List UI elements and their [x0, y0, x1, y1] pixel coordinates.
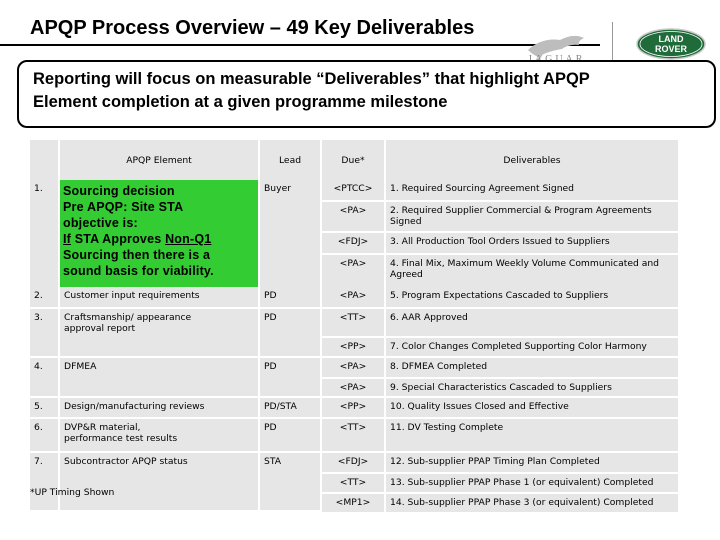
- element-1-number: 1.: [30, 180, 58, 287]
- due-4: <PA>: [322, 255, 384, 287]
- due-5: <PA>: [322, 287, 384, 307]
- element-1-line-4: [63, 231, 255, 247]
- element-7-lead: STA: [260, 453, 320, 510]
- deliverable-1: 1. Required Sourcing Agreement Signed: [386, 180, 678, 200]
- due-10: <PP>: [322, 398, 384, 417]
- deliverable-11: 11. DV Testing Complete: [386, 419, 678, 451]
- element-7-description: Subcontractor APQP status: [60, 453, 258, 510]
- due-3: <FDJ>: [322, 233, 384, 253]
- due-header: Due*: [322, 140, 384, 180]
- due-8: <PA>: [322, 358, 384, 377]
- due-9: <PA>: [322, 379, 384, 396]
- element-3-lead: PD: [260, 309, 320, 356]
- deliverable-14: 14. Sub-supplier PPAP Phase 3 (or equivalent) Completed: [386, 494, 678, 512]
- deliverable-3: 3. All Production Tool Orders Issued to Suppliers: [386, 233, 678, 253]
- summary-banner: [17, 60, 716, 128]
- banner-line-2: Element completion at a given programme milestone: [33, 93, 448, 111]
- lead-header: Lead: [260, 140, 320, 180]
- element-1-line-6: sound basis for viability.: [63, 264, 214, 278]
- deliverable-5: 5. Program Expectations Cascaded to Suppliers: [386, 287, 678, 307]
- element-1-approves: STA Approves: [71, 232, 166, 246]
- page-title: APQP Process Overview – 49 Key Deliverables: [30, 17, 475, 39]
- element-2-number: 2.: [30, 287, 58, 307]
- element-2-description: Customer input requirements: [60, 287, 258, 307]
- element-1-lead: Buyer: [260, 180, 320, 287]
- element-2-lead: PD: [260, 287, 320, 307]
- logo-divider: [612, 22, 613, 62]
- deliverable-12: 12. Sub-supplier PPAP Timing Plan Completed: [386, 453, 678, 472]
- banner-line-1: Reporting will focus on measurable “Deliverables” that highlight APQP: [33, 70, 590, 88]
- due-11: <TT>: [322, 419, 384, 451]
- element-6-number: 6.: [30, 419, 58, 451]
- element-4-number: 4.: [30, 358, 58, 396]
- element-6-lead: PD: [260, 419, 320, 451]
- timing-footnote: *UP Timing Shown: [30, 487, 115, 498]
- element-4-lead: PD: [260, 358, 320, 396]
- deliverable-2: 2. Required Supplier Commercial & Program Agreements Signed: [386, 202, 678, 231]
- element-6-description: DVP&R material, performance test results: [60, 419, 258, 451]
- number-header-cell: [30, 140, 58, 180]
- element-1-line-5: Sourcing then there is a: [63, 248, 211, 262]
- deliverable-4: 4. Final Mix, Maximum Weekly Volume Communicated and Agreed: [386, 255, 678, 287]
- element-1-line-1: Sourcing decision: [63, 184, 175, 198]
- element-1-nonq1: Non-Q1: [165, 232, 212, 246]
- due-13: <TT>: [322, 474, 384, 492]
- deliverable-9: 9. Special Characteristics Cascaded to Suppliers: [386, 379, 678, 396]
- due-2: <PA>: [322, 202, 384, 231]
- deliverable-13: 13. Sub-supplier PPAP Phase 1 (or equivalent) Completed: [386, 474, 678, 492]
- svg-text:LAND: LAND: [658, 34, 684, 44]
- deliverable-8: 8. DFMEA Completed: [386, 358, 678, 377]
- element-4-description: DFMEA: [60, 358, 258, 396]
- due-14: <MP1>: [322, 494, 384, 512]
- element-5-lead: PD/STA: [260, 398, 320, 417]
- due-12: <FDJ>: [322, 453, 384, 472]
- element-1-line-2: Pre APQP: Site STA: [63, 200, 184, 214]
- element-1-description: [60, 180, 258, 287]
- land-rover-logo: [636, 28, 706, 60]
- svg-text:ROVER: ROVER: [654, 44, 688, 54]
- element-5-description: Design/manufacturing reviews: [60, 398, 258, 417]
- deliverable-7: 7. Color Changes Completed Supporting Color Harmony: [386, 338, 678, 356]
- due-1: <PTCC>: [322, 180, 384, 200]
- element-header: APQP Element: [60, 140, 258, 180]
- deliverable-10: 10. Quality Issues Closed and Effective: [386, 398, 678, 417]
- deliverables-header: Deliverables: [386, 140, 678, 180]
- due-7: <PP>: [322, 338, 384, 356]
- element-1-line-3: objective is:: [63, 216, 138, 230]
- element-3-number: 3.: [30, 309, 58, 356]
- due-6: <TT>: [322, 309, 384, 336]
- element-7-number: 7.: [30, 453, 58, 510]
- element-1-if: If: [63, 232, 72, 246]
- element-5-number: 5.: [30, 398, 58, 417]
- deliverable-6: 6. AAR Approved: [386, 309, 678, 336]
- title-divider: [0, 44, 600, 46]
- element-3-description: Craftsmanship/ appearance approval report: [60, 309, 258, 356]
